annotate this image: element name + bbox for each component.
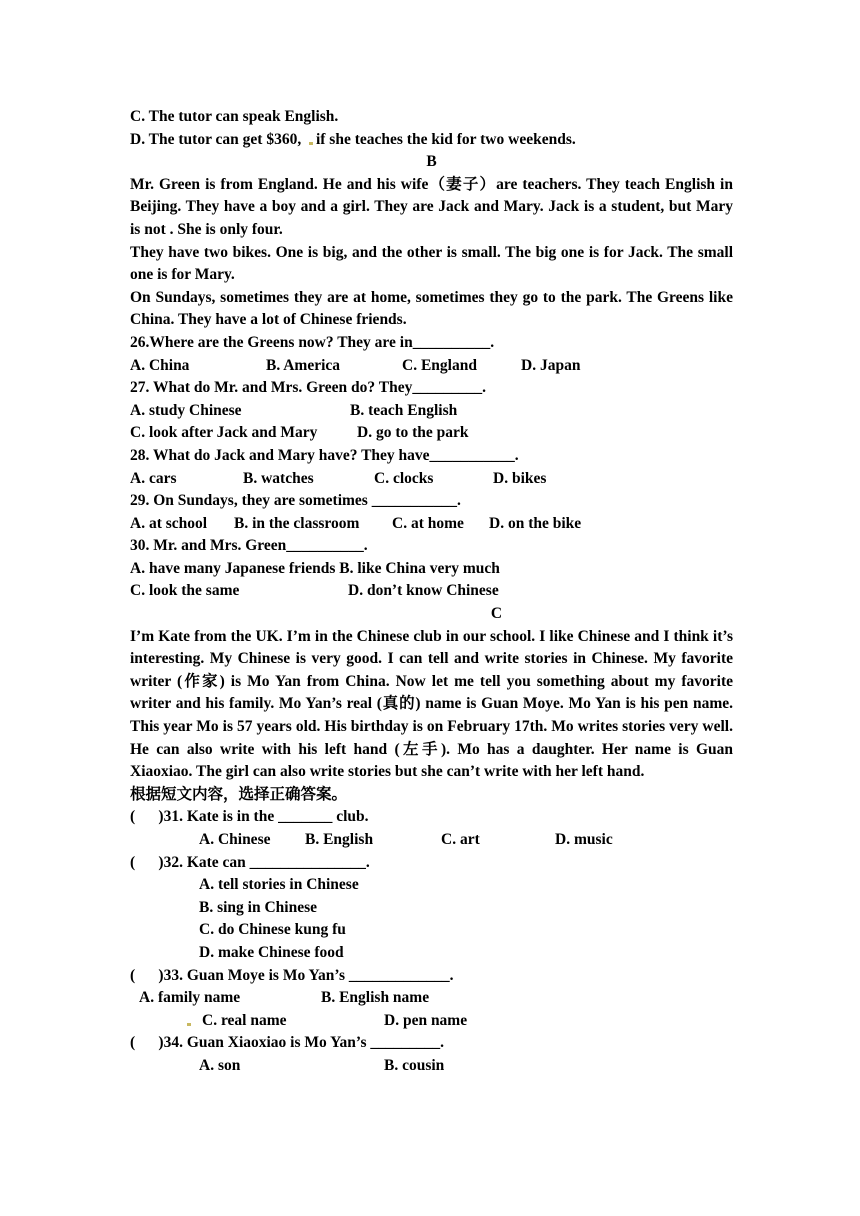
option-b: B. watches	[243, 469, 314, 487]
option-c: C. look the same	[130, 582, 240, 600]
option-b: B. America	[266, 356, 341, 374]
option-b: B. sing in Chinese	[199, 898, 318, 916]
option-d: D. bikes	[493, 469, 547, 487]
option-line-d-part1: D. The tutor can get $360,	[130, 130, 309, 148]
option-a: A. Chinese	[199, 831, 271, 848]
question-26-options	[130, 355, 733, 378]
question-33-options-row-1	[130, 987, 733, 1010]
question-34-stem: ( )34. Guan Xiaoxiao is Mo Yan’s _________.	[130, 1034, 445, 1052]
section-c-paragraph: I’m Kate from the UK. I’m in the Chinese club in our school. I like Chinese and I think it’s interesting. My Chinese is very good. I can tell and write stories in Chinese. My favorite writer (作家) is Mo Yan from China. Now let me tell you something about my favorite writer and his family. Mo Yan’s real (真的) name is Guan Moye. Mo Yan is his pen name. This year Mo is 57 years old. His birthday is on February 17th. Mo writes stories very well. He can also write with his left hand (左手). Mo has a daughter. Her name is Guan Xiaoxiao. The girl can also write stories but she can’t write with her left hand.	[130, 627, 733, 781]
option-d: D. make Chinese food	[199, 943, 344, 961]
question-28-options	[130, 468, 733, 491]
question-33-stem: ( )33. Guan Moye is Mo Yan’s _____________.	[130, 966, 454, 984]
option-b: B. English	[305, 831, 374, 848]
option-a: A. cars	[130, 469, 177, 487]
option-d: D. music	[555, 831, 613, 848]
question-28-stem: 28. What do Jack and Mary have? They have___________.	[130, 446, 519, 464]
stray-mark	[309, 142, 313, 145]
option-a: A. family name	[139, 989, 241, 1007]
option-line-d	[130, 129, 733, 152]
option-a: A. study Chinese	[130, 401, 242, 419]
question-31-options	[130, 829, 733, 852]
stray-mark	[187, 1010, 194, 1033]
option-a-b: A. have many Japanese friends B. like China very much	[130, 559, 500, 577]
option-d: D. on the bike	[489, 514, 582, 532]
option-d: D. don’t know Chinese	[348, 582, 499, 600]
section-c-heading: C	[490, 605, 503, 623]
worksheet-page	[130, 106, 733, 1078]
question-32-stem: ( )32. Kate can _______________.	[130, 853, 370, 871]
option-c: C. England	[402, 356, 477, 374]
option-c: C. at home	[392, 514, 464, 532]
section-b-paragraph-2: They have two bikes. One is big, and the other is small. The big one is for Jack. The small one is for Mary.	[130, 243, 733, 284]
option-b: B. cousin	[384, 1056, 445, 1074]
option-c: C. clocks	[374, 469, 434, 487]
option-c: C. look after Jack and Mary	[130, 424, 318, 442]
question-30-stem: 30. Mr. and Mrs. Green__________.	[130, 537, 368, 555]
option-d: D. pen name	[384, 1011, 468, 1029]
option-b: B. English name	[321, 989, 430, 1007]
question-30-options-row-1	[130, 558, 733, 581]
question-29-options	[130, 513, 733, 536]
option-a: A. China	[130, 356, 190, 374]
option-c: C. art	[441, 831, 480, 848]
question-27-options-row-2	[130, 422, 733, 445]
option-a: A. son	[199, 1056, 241, 1074]
question-29-stem: 29. On Sundays, they are sometimes ___________.	[130, 492, 461, 510]
option-c: C. real name	[202, 1011, 287, 1029]
question-31-stem: ( )31. Kate is in the _______ club.	[130, 808, 369, 826]
section-b-paragraph-3: On Sundays, sometimes they are at home, sometimes they go to the park. The Greens like China. They have a lot of Chinese friends.	[130, 288, 733, 329]
section-c-instruction: 根据短文内容，选择正确答案。	[130, 785, 348, 803]
option-a: A. at school	[130, 514, 208, 532]
option-c: C. do Chinese kung fu	[199, 921, 346, 939]
question-27-stem: 27. What do Mr. and Mrs. Green do? They_________.	[130, 379, 486, 397]
option-line-d-part2: if she teaches the kid for two weekends.	[315, 130, 576, 148]
section-b-heading: B	[426, 153, 437, 171]
question-34-options	[130, 1055, 733, 1078]
option-line-c: C. The tutor can speak English.	[130, 108, 339, 125]
option-a: A. tell stories in Chinese	[199, 876, 359, 894]
section-b-paragraph-1: Mr. Green is from England. He and his wife（妻子）are teachers. They teach English in Beijing. They have a boy and a girl. They are Jack and Mary. Jack is a student, but Mary is not . She is only four.	[130, 175, 733, 238]
question-33-options-row-2	[130, 1010, 733, 1033]
option-b: B. teach English	[350, 401, 458, 419]
question-27-options-row-1	[130, 400, 733, 423]
option-d: D. Japan	[521, 356, 581, 374]
option-b: B. in the classroom	[234, 514, 360, 532]
question-30-options-row-2	[130, 580, 733, 603]
option-d: D. go to the park	[357, 424, 469, 442]
question-26-stem: 26.Where are the Greens now? They are in__________.	[130, 333, 495, 351]
